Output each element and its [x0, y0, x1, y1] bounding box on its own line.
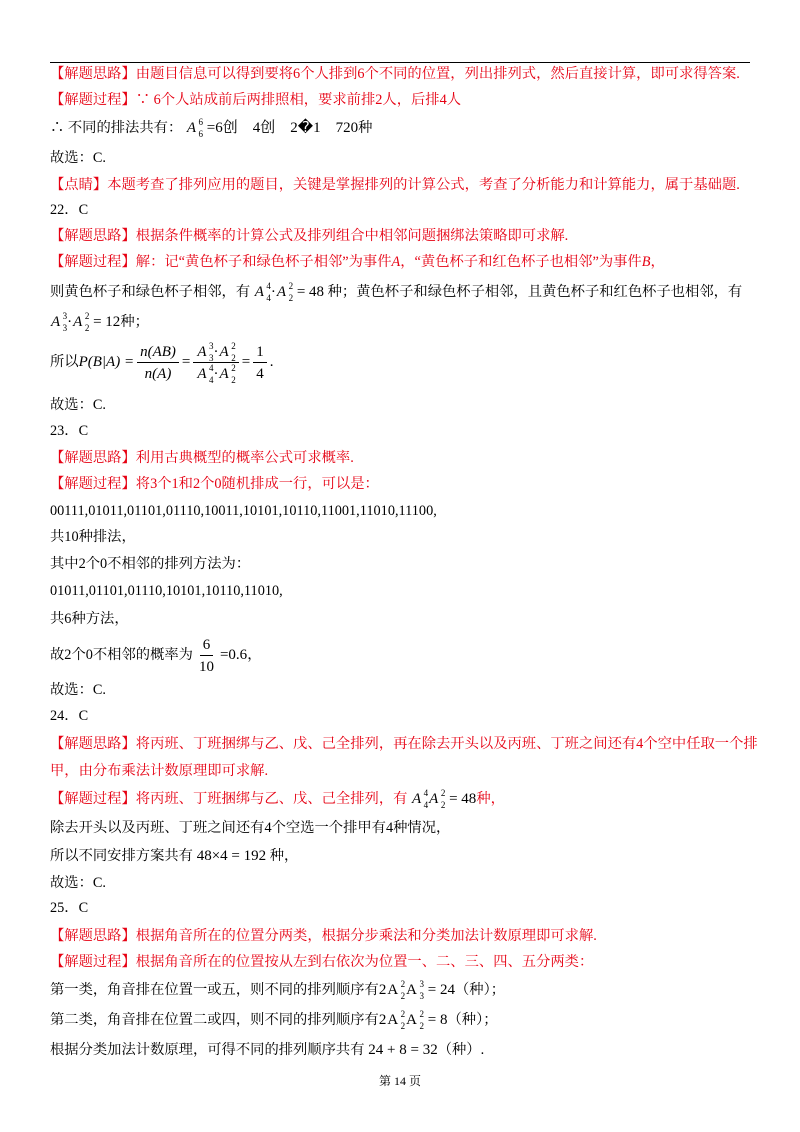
section-label: 【解题过程】: [50, 476, 136, 492]
permutation-symbol: [219, 362, 236, 385]
both-suffix: 种；: [120, 314, 149, 330]
event-a: A: [391, 254, 401, 270]
fraction-probability: [196, 636, 217, 676]
fraction-denominator: n(A): [144, 365, 172, 382]
q22-answer-line: 故选：C.: [50, 397, 107, 413]
q21-answer-line: 故选：C.: [50, 150, 107, 166]
q25-process-line: [50, 953, 593, 971]
q22-probability-line: [50, 340, 273, 384]
perm-superscript: 2: [440, 788, 446, 798]
perm-subscript: 2: [231, 374, 236, 385]
perm-base: A: [429, 791, 439, 807]
equals-sign: =: [181, 354, 191, 370]
process-text: 将3个1和2个0随机排成一行，可以是：: [135, 476, 379, 492]
prob-prefix: 所以: [50, 354, 79, 370]
section-label: 【解题过程】: [50, 791, 136, 807]
permutation-symbol: [387, 1011, 405, 1029]
case-coefficient: 2: [378, 1012, 387, 1028]
q23-answer-line: 故选：C.: [50, 682, 107, 698]
process-text: 解：记“黄色杯子和绿色杯子相邻”为事件: [135, 254, 392, 270]
section-label: 【解题过程】: [50, 92, 136, 108]
sum-expression: 24 + 8 = 32: [364, 1042, 438, 1058]
perm-base: A: [406, 1012, 418, 1028]
permutation-symbol: [429, 790, 445, 808]
q24-thought-line: [50, 735, 758, 753]
fraction-numerator: [193, 340, 238, 363]
thought-text: 将丙班、丁班捆绑与乙、戊、己全排列，再在除去开头以及丙班、丁班之间还有4个空中任取一个排: [135, 736, 758, 752]
fraction-numerator: 6: [200, 636, 214, 656]
perm-superscript: 3: [209, 340, 214, 351]
total-suffix: 种，: [269, 848, 299, 864]
permutation-symbol: [187, 119, 203, 137]
q21-thought-line: [50, 65, 740, 83]
thought-text: 根据角音所在的位置分两类，根据分步乘法和分类加法计数原理即可求解.: [135, 928, 597, 944]
perm-subscript: 2: [440, 800, 446, 810]
total-expression: 48×4 = 192: [192, 848, 267, 864]
adjacent-result: = 48: [293, 284, 325, 300]
dot-operator: ·: [270, 284, 276, 300]
perm-superscript: 2: [419, 1009, 425, 1019]
perm-subscript: 2: [288, 293, 294, 303]
q22-adjacent-line: [50, 283, 742, 301]
perm-superscript: 2: [400, 979, 406, 989]
fraction-permutations: [193, 340, 238, 385]
q24-answer-line: 故选：C.: [50, 875, 107, 891]
dot-operator: ·: [213, 365, 219, 382]
prob-result: =0.6: [219, 647, 248, 663]
perm-superscript: 4: [209, 362, 214, 373]
perm-base: A: [254, 284, 264, 300]
count-unit: 种: [358, 120, 373, 136]
perm-base: A: [276, 284, 287, 300]
process-text: ∵ 6个人站成前后两排照相，要求前排2人，后排4人: [135, 92, 462, 108]
permutation-symbol: [197, 362, 214, 385]
perm-subscript: 3: [419, 991, 425, 1001]
sum-prefix: 根据分类加法计数原理，可得不同的排列顺序共有: [50, 1042, 365, 1058]
fraction-denominator: [193, 363, 238, 383]
fraction-denominator: 10: [198, 658, 214, 675]
sum-suffix: （种）.: [437, 1042, 485, 1058]
q25-sum-line: [50, 1041, 484, 1059]
q24-thought-line-2: 甲，由分布乘法计数原理即可求解.: [50, 763, 269, 779]
case-result: = 24: [424, 982, 455, 998]
permutation-symbol: [255, 283, 271, 301]
q24-gaps-line: 除去开头以及丙班、丁班之间还有4个空选一个排甲有4种情况，: [50, 820, 451, 836]
page-number: 第 14 页: [378, 1074, 421, 1088]
perm-subscript: 2: [400, 991, 406, 1001]
section-label: 【解题思路】: [50, 928, 136, 944]
q21-process-line: [50, 91, 461, 109]
thought-text: 根据条件概率的计算公式及排列组合中相邻问题捆绑法策略即可求解.: [135, 228, 569, 244]
permutation-symbol: [197, 340, 214, 363]
perm-superscript: 3: [62, 311, 68, 321]
section-label: 【解题思路】: [50, 736, 136, 752]
perm-base: A: [387, 982, 399, 998]
q21-remark-line: [50, 176, 740, 194]
section-label: 【解题思路】: [50, 450, 136, 466]
fraction-numerator: n(AB): [137, 343, 179, 363]
perm-subscript: 2: [231, 352, 236, 363]
q24-number: 24．C: [50, 708, 89, 724]
q24-total-line: [50, 847, 298, 865]
event-b: B: [641, 254, 651, 270]
q23-all-arrangements: 00111,01011,01101,01110,10011,10101,10110,11001,11010,11100,: [50, 503, 437, 519]
fraction-numerator: 1: [253, 343, 267, 363]
count-prefix: ∴ 不同的排法共有：: [50, 120, 183, 136]
case-result: = 8: [424, 1012, 448, 1028]
perm-superscript: 4: [266, 281, 271, 291]
section-label: 【解题过程】: [50, 954, 136, 970]
perm-subscript: 3: [62, 323, 68, 333]
perm-subscript: 2: [419, 1021, 425, 1031]
prob-end: .: [269, 354, 274, 370]
perm-base: A: [186, 120, 196, 136]
perm-base: A: [219, 343, 229, 360]
fraction-denominator: 4: [256, 365, 264, 382]
section-label: 【点睛】: [50, 177, 108, 193]
permutation-symbol: [51, 313, 67, 331]
prob-lhs: P(B|A) =: [78, 354, 135, 370]
perm-subscript: 3: [209, 352, 214, 363]
perm-subscript: 2: [84, 323, 90, 333]
perm-superscript: 2: [231, 362, 236, 373]
q25-case2-line: [50, 1011, 498, 1029]
perm-base: A: [219, 365, 229, 382]
permutation-symbol: [406, 1011, 424, 1029]
perm-superscript: 2: [400, 1009, 406, 1019]
case-prefix: 第二类，角音排在位置二或四，则不同的排列顺序有: [50, 1012, 379, 1028]
perm-superscript: 2: [231, 340, 236, 351]
q22-both-line: [50, 313, 149, 331]
perm-superscript: 6: [198, 117, 203, 127]
process-text: 根据角音所在的位置按从左到右依次为位置一、二、三、四、五分两类：: [135, 954, 594, 970]
process-suffix: 种，: [476, 791, 505, 807]
perm-superscript: 3: [419, 979, 425, 989]
q23-probability-line: [50, 633, 261, 677]
perm-base: A: [73, 314, 83, 330]
permutation-symbol: [412, 790, 428, 808]
perm-base: A: [412, 791, 422, 807]
section-label: 【解题思路】: [50, 66, 136, 82]
perm-superscript: 2: [84, 311, 90, 321]
adjacent-suffix: 种；黄色杯子和绿色杯子相邻，且黄色杯子和红色杯子也相邻，有: [327, 284, 743, 300]
perm-base: A: [51, 314, 61, 330]
q24-process-line: [50, 790, 505, 808]
prob-end: ，: [247, 647, 262, 663]
q25-thought-line: [50, 927, 597, 945]
q23-process-line: [50, 475, 379, 493]
q22-thought-line: [50, 227, 568, 245]
case-suffix: （种）；: [454, 982, 506, 998]
q25-case1-line: [50, 981, 505, 999]
permutation-symbol: [73, 313, 89, 331]
process-text: ，“黄色杯子和红色杯子也相邻”为事件: [400, 254, 642, 270]
prob-prefix: 故2个0不相邻的概率为: [50, 647, 193, 663]
perm-base: A: [387, 1012, 399, 1028]
count-expression: =6创 4创 2�1 720: [203, 120, 359, 136]
perm-base: A: [197, 365, 207, 382]
adjacent-prefix: 则黄色杯子和绿色杯子相邻，有: [50, 284, 254, 300]
section-label: 【解题思路】: [50, 228, 136, 244]
perm-subscript: 2: [400, 1021, 406, 1031]
process-text: ，: [650, 254, 665, 270]
thought-text: 利用古典概型的概率公式可求概率.: [135, 450, 354, 466]
perm-superscript: 2: [288, 281, 294, 291]
permutation-symbol: [406, 981, 424, 999]
perm-subscript: 4: [209, 374, 214, 385]
perm-subscript: 6: [198, 129, 203, 139]
q23-nonadjacent-arrangements: 01011,01101,01110,10101,10110,11010,: [50, 583, 283, 599]
q23-nonadjacent-total: 共6种方法，: [50, 611, 129, 627]
perm-base: A: [406, 982, 418, 998]
q23-thought-line: [50, 449, 354, 467]
case-coefficient: 2: [378, 982, 387, 998]
permutation-symbol: [277, 283, 293, 301]
case-prefix: 第一类，角音排在位置一或五，则不同的排列顺序有: [50, 982, 379, 998]
dot-operator: ·: [67, 314, 73, 330]
case-suffix: （种）；: [447, 1012, 498, 1028]
q23-total-line: 共10种排法，: [50, 529, 136, 545]
q22-number: 22．C: [50, 202, 89, 218]
remark-text: 本题考查了排列应用的题目，关键是掌握排列的计算公式，考查了分析能力和计算能力，属于基础题.: [107, 177, 740, 193]
dot-operator: ·: [213, 343, 219, 360]
perm-subscript: 4: [266, 293, 271, 303]
fraction-result: [253, 343, 267, 383]
both-result: = 12: [89, 314, 121, 330]
perm-subscript: 4: [423, 800, 429, 810]
q23-nonadjacent-intro: 其中2个0不相邻的排列方法为：: [50, 556, 251, 572]
fraction-counts: [137, 343, 179, 383]
permutation-symbol: [387, 981, 405, 999]
perm-base: A: [197, 343, 207, 360]
total-prefix: 所以不同安排方案共有: [50, 848, 193, 864]
thought-text: 由题目信息可以得到要将6个人排到6个不同的位置，列出排列式，然后直接计算，即可求得答案.: [135, 66, 740, 82]
q22-process-line: [50, 253, 665, 271]
q25-number: 25．C: [50, 900, 89, 916]
q21-count-line: [50, 119, 372, 137]
section-label: 【解题过程】: [50, 254, 136, 270]
process-result: = 48: [445, 791, 477, 807]
q23-number: 23．C: [50, 423, 89, 439]
perm-superscript: 4: [423, 788, 429, 798]
equals-sign: =: [241, 354, 251, 370]
permutation-symbol: [219, 340, 236, 363]
process-text: 将丙班、丁班捆绑与乙、戊、己全排列，有: [135, 791, 408, 807]
header-rule: [50, 62, 750, 63]
